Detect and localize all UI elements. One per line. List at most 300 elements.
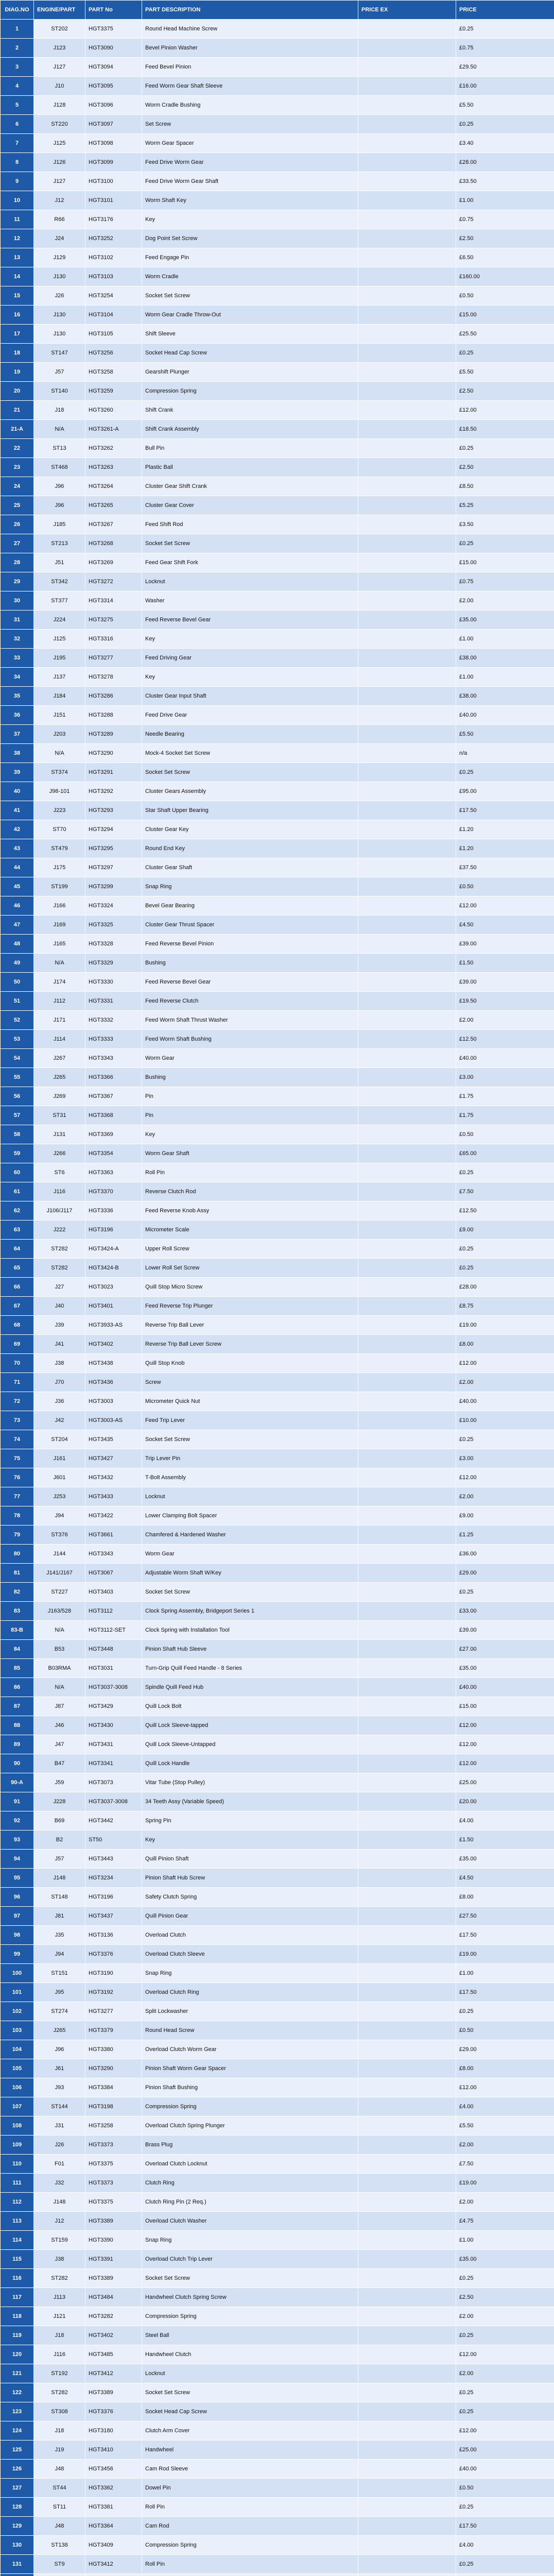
table-row xyxy=(1,2097,554,2116)
price-ex-cell xyxy=(358,763,456,782)
engine-part-cell: R66 xyxy=(34,210,85,229)
price-cell: £36.00 xyxy=(456,1545,554,1564)
part-no-cell: HGT3101 xyxy=(85,191,142,210)
price-ex-cell xyxy=(358,439,456,458)
part-no-cell: HGT3031 xyxy=(85,1659,142,1678)
part-no-cell: HGT3430 xyxy=(85,1716,142,1735)
description-cell: Snap Ring xyxy=(142,1964,358,1983)
price-cell: £1.75 xyxy=(456,1106,554,1125)
price-ex-cell xyxy=(358,153,456,172)
price-ex-cell xyxy=(358,1659,456,1678)
table-row xyxy=(1,134,554,153)
price-ex-cell xyxy=(358,1201,456,1221)
header-row xyxy=(1,1,554,20)
price-ex-cell xyxy=(358,2002,456,2021)
price-cell: £0.50 xyxy=(456,2021,554,2040)
table-row xyxy=(1,439,554,458)
part-no-cell: HGT3362 xyxy=(85,2479,142,2498)
diag-no-cell: 22 xyxy=(1,439,34,458)
price-cell: £40.00 xyxy=(456,1678,554,1697)
price-cell: £17.50 xyxy=(456,1926,554,1945)
description-cell: Compression Spring xyxy=(142,2307,358,2326)
description-cell: Feed Reverse Knob Assy xyxy=(142,1201,358,1221)
part-no-cell: HGT3094 xyxy=(85,58,142,77)
part-no-cell: HGT3003-AS xyxy=(85,1411,142,1430)
diag-no-cell: 27 xyxy=(1,534,34,553)
engine-part-cell: J148 xyxy=(34,1869,85,1888)
part-no-cell: HGT3099 xyxy=(85,153,142,172)
table-row xyxy=(1,1392,554,1411)
diag-no-cell: 86 xyxy=(1,1678,34,1697)
part-no-cell: HGT3422 xyxy=(85,1506,142,1526)
description-cell: Cluster Gears Assembly xyxy=(142,782,358,801)
engine-part-cell: ST202 xyxy=(34,20,85,39)
price-cell: £17.50 xyxy=(456,801,554,820)
engine-part-cell: J203 xyxy=(34,725,85,744)
description-cell: Washer xyxy=(142,591,358,611)
part-no-cell: HGT3275 xyxy=(85,611,142,630)
description-cell: Socket Head Cap Screw xyxy=(142,2402,358,2421)
price-ex-cell xyxy=(358,1773,456,1792)
part-no-cell: HGT3103 xyxy=(85,267,142,286)
table-row xyxy=(1,1487,554,1506)
table-row xyxy=(1,1506,554,1526)
table-row xyxy=(1,267,554,286)
engine-part-cell: B2 xyxy=(34,1831,85,1850)
diag-no-cell: 38 xyxy=(1,744,34,763)
price-cell: £12.00 xyxy=(456,2078,554,2097)
table-row xyxy=(1,306,554,325)
description-cell: Bevel Gear Bearing xyxy=(142,896,358,916)
engine-part-cell: J95 xyxy=(34,1983,85,2002)
price-cell: £2.00 xyxy=(456,2364,554,2383)
engine-part-cell: ST479 xyxy=(34,839,85,858)
table-row xyxy=(1,2193,554,2212)
engine-part-cell: J42 xyxy=(34,1411,85,1430)
table-row xyxy=(1,2498,554,2517)
description-cell: Feed Bevel Pinion xyxy=(142,58,358,77)
diag-no-cell: 111 xyxy=(1,2174,34,2193)
part-no-cell: HGT3136 xyxy=(85,1926,142,1945)
part-no-cell: HGT3328 xyxy=(85,935,142,954)
part-no-cell: HGT3265 xyxy=(85,496,142,515)
price-cell: £0.25 xyxy=(456,534,554,553)
part-no-cell: HGT3484 xyxy=(85,2288,142,2307)
engine-part-cell: ST147 xyxy=(34,344,85,363)
description-cell: Feed Gear Shift Fork xyxy=(142,553,358,572)
price-cell: £19.00 xyxy=(456,1316,554,1335)
part-no-cell: HGT3389 xyxy=(85,2383,142,2402)
price-cell: £1.50 xyxy=(456,1831,554,1850)
table-row xyxy=(1,2174,554,2193)
price-cell: £29.00 xyxy=(456,2040,554,2059)
diag-no-cell: 33 xyxy=(1,649,34,668)
part-no-cell: HGT3331 xyxy=(85,992,142,1011)
price-ex-cell xyxy=(358,782,456,801)
price-ex-cell xyxy=(358,96,456,115)
price-ex-cell xyxy=(358,572,456,591)
table-row xyxy=(1,58,554,77)
table-row xyxy=(1,1221,554,1240)
diag-no-cell: 112 xyxy=(1,2193,34,2212)
part-no-cell: HGT3292 xyxy=(85,782,142,801)
table-row xyxy=(1,1335,554,1354)
engine-part-cell: J185 xyxy=(34,515,85,534)
diag-no-cell: 18 xyxy=(1,344,34,363)
part-no-cell: HGT3375 xyxy=(85,2193,142,2212)
price-ex-cell xyxy=(358,2307,456,2326)
price-ex-cell xyxy=(358,1697,456,1716)
part-no-cell: HGT3433 xyxy=(85,1487,142,1506)
table-row xyxy=(1,916,554,935)
diag-no-cell: 46 xyxy=(1,896,34,916)
table-body xyxy=(1,20,554,2576)
price-cell: £0.50 xyxy=(456,2479,554,2498)
engine-part-cell: J19 xyxy=(34,2441,85,2460)
table-row xyxy=(1,1144,554,1163)
price-ex-cell xyxy=(358,134,456,153)
diag-no-cell: 83-B xyxy=(1,1621,34,1640)
diag-no-cell: 56 xyxy=(1,1087,34,1106)
table-row xyxy=(1,1964,554,1983)
table-row xyxy=(1,1316,554,1335)
diag-no-cell: 49 xyxy=(1,954,34,973)
table-row xyxy=(1,401,554,420)
price-cell: £9.00 xyxy=(456,1506,554,1526)
description-cell: Reverse Clutch Rod xyxy=(142,1182,358,1201)
table-row xyxy=(1,96,554,115)
description-cell: Feed Reverse Bevel Gear xyxy=(142,973,358,992)
column-header-description: PART DESCRIPTION xyxy=(142,1,358,20)
part-no-cell: HGT3329 xyxy=(85,954,142,973)
engine-part-cell: J141/J167 xyxy=(34,1564,85,1583)
price-cell: £2.00 xyxy=(456,2193,554,2212)
diag-no-cell: 60 xyxy=(1,1163,34,1182)
diag-no-cell: 10 xyxy=(1,191,34,210)
diag-no-cell: 77 xyxy=(1,1487,34,1506)
description-cell: Quill Lock Sleeve-Untapped xyxy=(142,1735,358,1754)
diag-no-cell: 121 xyxy=(1,2364,34,2383)
price-cell: n/a xyxy=(456,744,554,763)
part-no-cell: HGT3289 xyxy=(85,725,142,744)
price-cell: £2.50 xyxy=(456,458,554,477)
price-cell: £40.00 xyxy=(456,1049,554,1068)
table-row xyxy=(1,420,554,439)
price-ex-cell xyxy=(358,1087,456,1106)
engine-part-cell: J151 xyxy=(34,706,85,725)
price-cell: £6.50 xyxy=(456,248,554,267)
description-cell: T-Bolt Assembly xyxy=(142,1468,358,1487)
price-cell: £0.75 xyxy=(456,572,554,591)
description-cell: Snap Ring xyxy=(142,2231,358,2250)
description-cell: Overload Clutch xyxy=(142,1926,358,1945)
description-cell: Shift Sleeve xyxy=(142,325,358,344)
price-cell: £25.00 xyxy=(456,2441,554,2460)
engine-part-cell: J26 xyxy=(34,2136,85,2155)
engine-part-cell: J57 xyxy=(34,363,85,382)
price-cell: £0.75 xyxy=(456,39,554,58)
diag-no-cell: 55 xyxy=(1,1068,34,1087)
description-cell xyxy=(142,2574,358,2576)
diag-no-cell: 120 xyxy=(1,2345,34,2364)
engine-part-cell: J114 xyxy=(34,1030,85,1049)
diag-no-cell: 11 xyxy=(1,210,34,229)
price-ex-cell xyxy=(358,172,456,191)
part-no-cell: HGT3258 xyxy=(85,2116,142,2136)
diag-no-cell: 92 xyxy=(1,1811,34,1831)
price-ex-cell xyxy=(358,1068,456,1087)
diag-no-cell: 78 xyxy=(1,1506,34,1526)
description-cell: Shift Crank Assembly xyxy=(142,420,358,439)
table-row xyxy=(1,534,554,553)
price-cell: £37.50 xyxy=(456,858,554,877)
price-ex-cell xyxy=(358,1163,456,1182)
diag-no-cell: 108 xyxy=(1,2116,34,2136)
diag-no-cell: 40 xyxy=(1,782,34,801)
engine-part-cell: J127 xyxy=(34,172,85,191)
part-no-cell: HGT3176 xyxy=(85,210,142,229)
part-no-cell: HGT3096 xyxy=(85,96,142,115)
price-cell: £12.00 xyxy=(456,1754,554,1773)
description-cell: Quill Pinion Gear xyxy=(142,1907,358,1926)
table-row xyxy=(1,1983,554,2002)
diag-no-cell: 47 xyxy=(1,916,34,935)
table-row xyxy=(1,153,554,172)
description-cell: Feed Reverse Bevel Gear xyxy=(142,611,358,630)
description-cell: Set Screw xyxy=(142,115,358,134)
description-cell: Shift Crank xyxy=(142,401,358,420)
engine-part-cell: J161 xyxy=(34,1449,85,1468)
price-cell: £2.00 xyxy=(456,1011,554,1030)
engine-part-cell: J601 xyxy=(34,1468,85,1487)
price-ex-cell xyxy=(358,420,456,439)
part-no-cell: HGT3443 xyxy=(85,1850,142,1869)
table-row xyxy=(1,2421,554,2441)
description-cell: Quill Lock Sleeve-tapped xyxy=(142,1716,358,1735)
price-ex-cell xyxy=(358,1869,456,1888)
engine-part-cell: J184 xyxy=(34,687,85,706)
engine-part-cell: J265 xyxy=(34,2021,85,2040)
price-cell: £38.00 xyxy=(456,649,554,668)
engine-part-cell: J38 xyxy=(34,2250,85,2269)
diag-no-cell: 30 xyxy=(1,591,34,611)
price-ex-cell xyxy=(358,115,456,134)
diag-no-cell: 4 xyxy=(1,77,34,96)
table-row xyxy=(1,1106,554,1125)
part-no-cell: HGT3438 xyxy=(85,1354,142,1373)
table-row xyxy=(1,706,554,725)
part-no-cell: HGT3330 xyxy=(85,973,142,992)
table-row xyxy=(1,2116,554,2136)
description-cell: Overload Clutch Spring Plunger xyxy=(142,2116,358,2136)
diag-no-cell: 89 xyxy=(1,1735,34,1754)
engine-part-cell: B47 xyxy=(34,1754,85,1773)
table-row xyxy=(1,668,554,687)
table-row xyxy=(1,77,554,96)
description-cell: Micrometer Scale xyxy=(142,1221,358,1240)
part-no-cell: HGT3325 xyxy=(85,916,142,935)
description-cell: Round End Key xyxy=(142,839,358,858)
engine-part-cell: J48 xyxy=(34,2460,85,2479)
engine-part-cell: J125 xyxy=(34,134,85,153)
table-row xyxy=(1,820,554,839)
price-cell: £0.25 xyxy=(456,439,554,458)
part-no-cell: HGT3095 xyxy=(85,77,142,96)
description-cell: Dog Point Set Screw xyxy=(142,229,358,248)
engine-part-cell: J113 xyxy=(34,2288,85,2307)
price-ex-cell xyxy=(358,1487,456,1506)
price-ex-cell xyxy=(358,2097,456,2116)
price-cell: £2.50 xyxy=(456,382,554,401)
price-cell: £35.00 xyxy=(456,611,554,630)
price-ex-cell xyxy=(358,306,456,325)
table-row xyxy=(1,2155,554,2174)
diag-no-cell: 45 xyxy=(1,877,34,896)
price-cell: £8.50 xyxy=(456,477,554,496)
table-row xyxy=(1,325,554,344)
diag-no-cell: 105 xyxy=(1,2059,34,2078)
description-cell: Worm Gear Spacer xyxy=(142,134,358,153)
price-cell: £4.50 xyxy=(456,916,554,935)
price-cell: £2.00 xyxy=(456,2307,554,2326)
description-cell: Handwheel Clutch xyxy=(142,2345,358,2364)
engine-part-cell: ST138 xyxy=(34,2536,85,2555)
engine-part-cell: ST282 xyxy=(34,1240,85,1259)
price-cell: £39.00 xyxy=(456,1621,554,1640)
description-cell: Clutch Ring Pin (2 Req.) xyxy=(142,2193,358,2212)
price-ex-cell xyxy=(358,2383,456,2402)
part-no-cell: HGT3097 xyxy=(85,115,142,134)
price-ex-cell xyxy=(358,687,456,706)
diag-no-cell: 84 xyxy=(1,1640,34,1659)
description-cell: Reverse Trip Ball Lever Screw xyxy=(142,1335,358,1354)
price-cell: £0.25 xyxy=(456,2002,554,2021)
price-ex-cell xyxy=(358,1182,456,1201)
engine-part-cell: J38 xyxy=(34,1354,85,1373)
price-ex-cell xyxy=(358,1811,456,1831)
engine-part-cell: J87 xyxy=(34,1697,85,1716)
description-cell: Worm Gear Shaft xyxy=(142,1144,358,1163)
price-ex-cell xyxy=(358,1564,456,1583)
engine-part-cell: ST148 xyxy=(34,1888,85,1907)
table-row xyxy=(1,2021,554,2040)
engine-part-cell: J163/528 xyxy=(34,1602,85,1621)
price-ex-cell xyxy=(358,668,456,687)
engine-part-cell: J94 xyxy=(34,1945,85,1964)
part-no-cell: HGT3282 xyxy=(85,2307,142,2326)
table-row xyxy=(1,382,554,401)
price-cell: £5.50 xyxy=(456,725,554,744)
diag-no-cell: 23 xyxy=(1,458,34,477)
diag-no-cell: 15 xyxy=(1,286,34,306)
price-ex-cell xyxy=(358,1144,456,1163)
description-cell: Worm Gear xyxy=(142,1545,358,1564)
price-ex-cell xyxy=(358,325,456,344)
price-ex-cell xyxy=(358,1011,456,1030)
diag-no-cell: 21 xyxy=(1,401,34,420)
price-ex-cell xyxy=(358,896,456,916)
diag-no-cell: 74 xyxy=(1,1430,34,1449)
engine-part-cell: J40 xyxy=(34,1297,85,1316)
price-cell: £3.40 xyxy=(456,134,554,153)
price-cell: £0.50 xyxy=(456,286,554,306)
engine-part-cell: ST274 xyxy=(34,2002,85,2021)
diag-no-cell: 122 xyxy=(1,2383,34,2402)
price-ex-cell xyxy=(358,1640,456,1659)
engine-part-cell: J70 xyxy=(34,1373,85,1392)
description-cell: Pinion Shaft Hub Screw xyxy=(142,1869,358,1888)
part-no-cell: HGT3316 xyxy=(85,630,142,649)
diag-no-cell: 116 xyxy=(1,2269,34,2288)
price-cell: £0.25 xyxy=(456,344,554,363)
part-no-cell: HGT3190 xyxy=(85,1964,142,1983)
description-cell: Cluster Gear Shift Crank xyxy=(142,477,358,496)
price-cell: £2.50 xyxy=(456,229,554,248)
description-cell: Roll Pin xyxy=(142,2498,358,2517)
table-row xyxy=(1,2078,554,2097)
price-ex-cell xyxy=(358,2479,456,2498)
diag-no-cell: 98 xyxy=(1,1926,34,1945)
price-cell: £15.00 xyxy=(456,1697,554,1716)
table-row xyxy=(1,1297,554,1316)
diag-no-cell: 83 xyxy=(1,1602,34,1621)
engine-part-cell: ST159 xyxy=(34,2231,85,2250)
table-row xyxy=(1,2345,554,2364)
price-cell: £1.20 xyxy=(456,839,554,858)
description-cell: Clock Spring Assembly, Bridgeport Series 1 xyxy=(142,1602,358,1621)
part-no-cell: HGT3264 xyxy=(85,477,142,496)
price-cell: £0.25 xyxy=(456,1163,554,1182)
engine-part-cell: J174 xyxy=(34,973,85,992)
table-row xyxy=(1,1259,554,1278)
diag-no-cell: 13 xyxy=(1,248,34,267)
diag-no-cell xyxy=(1,2574,34,2576)
description-cell: Worm Shaft Key xyxy=(142,191,358,210)
table-row xyxy=(1,744,554,763)
table-row xyxy=(1,1068,554,1087)
diag-no-cell: 127 xyxy=(1,2479,34,2498)
description-cell: Handwheel Clutch Spring Screw xyxy=(142,2288,358,2307)
diag-no-cell: 118 xyxy=(1,2307,34,2326)
description-cell: Lower Clamping Bolt Spacer xyxy=(142,1506,358,1526)
table-row xyxy=(1,1125,554,1144)
engine-part-cell: J96 xyxy=(34,477,85,496)
table-row xyxy=(1,363,554,382)
description-cell: Cam Rod Sleeve xyxy=(142,2460,358,2479)
table-row xyxy=(1,1049,554,1068)
part-no-cell: HGT3196 xyxy=(85,1888,142,1907)
price-cell: £25.00 xyxy=(456,1773,554,1792)
engine-part-cell: J96 xyxy=(34,2040,85,2059)
engine-part-cell: J127 xyxy=(34,58,85,77)
description-cell: Worm Gear Cradle Throw-Out xyxy=(142,306,358,325)
price-ex-cell xyxy=(358,2326,456,2345)
description-cell: Worm Cradle xyxy=(142,267,358,286)
part-no-cell: HGT3180 xyxy=(85,2421,142,2441)
price-ex-cell xyxy=(358,2402,456,2421)
price-ex-cell xyxy=(358,2441,456,2460)
diag-no-cell: 67 xyxy=(1,1297,34,1316)
engine-part-cell: J27 xyxy=(34,1278,85,1297)
price-ex-cell xyxy=(358,1907,456,1926)
price-ex-cell xyxy=(358,286,456,306)
price-cell: £12.00 xyxy=(456,401,554,420)
table-row xyxy=(1,1888,554,1907)
description-cell: Bushing xyxy=(142,954,358,973)
diag-no-cell: 75 xyxy=(1,1449,34,1468)
part-no-cell: HGT3252 xyxy=(85,229,142,248)
price-cell: £39.00 xyxy=(456,973,554,992)
